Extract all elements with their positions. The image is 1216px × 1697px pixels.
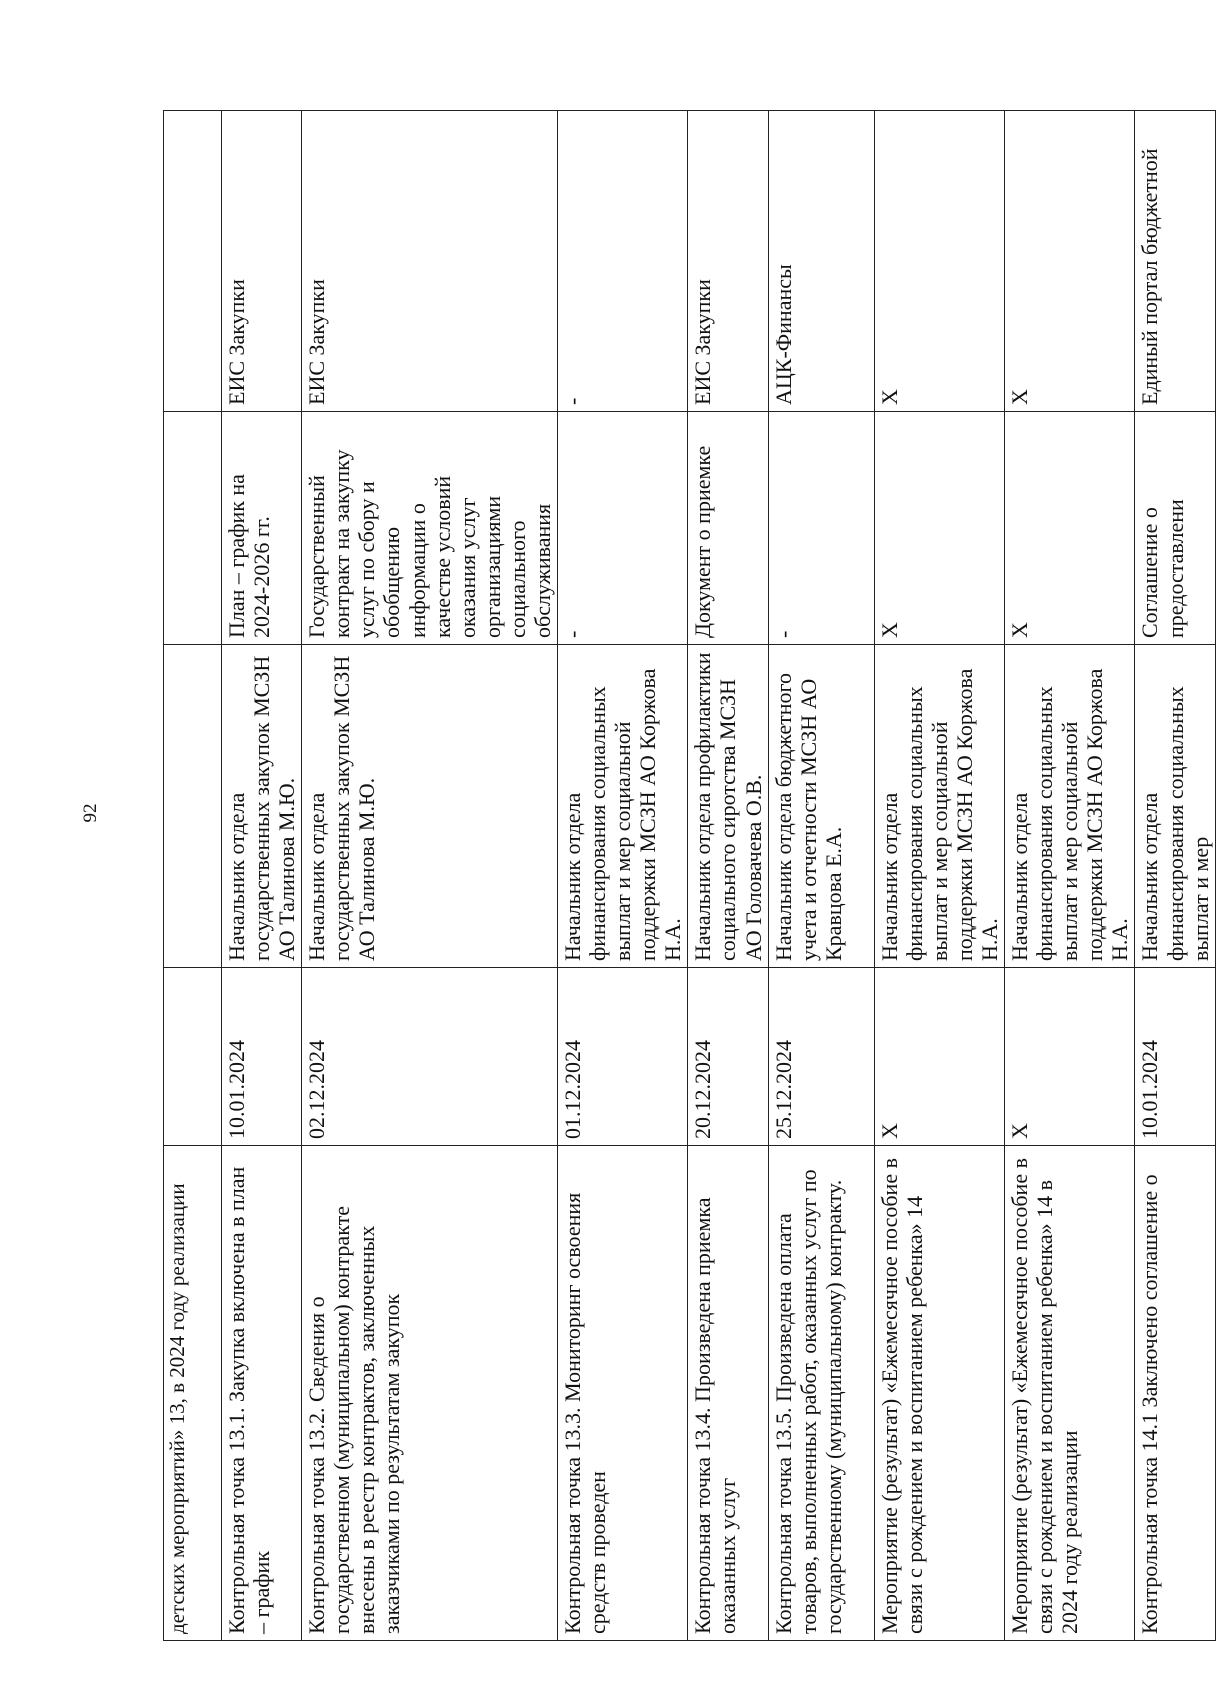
cell-system: ЕИС Закупки xyxy=(302,111,558,412)
cell-name: Мероприятие (результат) «Ежемесячное пособие в связи с рождением и воспитанием ребенка» 14 xyxy=(874,1146,1004,1641)
cell-responsible: Начальник отдела финансирования социальных выплат и мер социальной поддержки МСЗН АО Коржова Н.А. xyxy=(558,645,688,968)
cell-document: - xyxy=(768,412,874,645)
table-row xyxy=(874,111,1004,1641)
cell-date: 10.01.2024 xyxy=(1135,968,1215,1146)
cell-date: 25.12.2024 xyxy=(768,968,874,1146)
cell-responsible: Начальник отдела финансирования социальных выплат и мер xyxy=(1135,645,1215,968)
cell-document: Х xyxy=(874,412,1004,645)
cell-system: АЦК-Финансы xyxy=(768,111,874,412)
rotated-table-container xyxy=(163,111,1213,1641)
cell-system: ЕИС Закупки xyxy=(688,111,768,412)
control-points-table xyxy=(163,110,1216,1641)
cell-name: Контрольная точка 13.1. Закупка включена в план – график xyxy=(222,1146,302,1641)
table-row xyxy=(558,111,688,1641)
cell-date xyxy=(164,968,222,1146)
page-number: 92 xyxy=(80,803,101,823)
cell-name: Контрольная точка 13.5. Произведена оплата товаров, выполненных работ, оказанных услуг по государственному (муниципальному) контракту. xyxy=(768,1146,874,1641)
cell-document: Соглашение о предоставлени xyxy=(1135,412,1215,645)
cell-name: Контрольная точка 13.2. Сведения о государственном (муниципальном) контракте внесены в реестр контрактов, заключенных заказчиками по результатам закупок xyxy=(302,1146,558,1641)
cell-responsible: Начальник отдела бюджетного учета и отчетности МСЗН АО Кравцова Е.А. xyxy=(768,645,874,968)
cell-responsible: Начальник отдела финансирования социальных выплат и мер социальной поддержки МСЗН АО Коржова Н.А. xyxy=(874,645,1004,968)
table-row xyxy=(222,111,302,1641)
cell-document: - xyxy=(558,412,688,645)
cell-system: - xyxy=(558,111,688,412)
cell-system: ЕИС Закупки xyxy=(222,111,302,412)
cell-document: Х xyxy=(1005,412,1135,645)
cell-responsible: Начальник отдела государственных закупок МСЗН АО Талинова М.Ю. xyxy=(222,645,302,968)
table-row xyxy=(1005,111,1135,1641)
cell-document: Государственный контракт на закупку услуг по сбору и обобщению информации о качестве условий оказания услуг организациями социального обслуживания xyxy=(302,412,558,645)
cell-responsible: Начальник отдела профилактики социального сиротства МСЗН АО Головачева О.В. xyxy=(688,645,768,968)
table-row xyxy=(164,111,222,1641)
cell-document xyxy=(164,412,222,645)
table-row xyxy=(1135,111,1215,1641)
table-row xyxy=(768,111,874,1641)
table-row xyxy=(302,111,558,1641)
cell-responsible xyxy=(164,645,222,968)
cell-date: 01.12.2024 xyxy=(558,968,688,1146)
cell-responsible: Начальник отдела финансирования социальных выплат и мер социальной поддержки МСЗН АО Коржова Н.А. xyxy=(1005,645,1135,968)
cell-name: Мероприятие (результат) «Ежемесячное пособие в связи с рождением и воспитанием ребенка» 14 в 2024 году реализации xyxy=(1005,1146,1135,1641)
cell-system: Единый портал бюджетной xyxy=(1135,111,1215,412)
cell-date: 20.12.2024 xyxy=(688,968,768,1146)
cell-date: 10.01.2024 xyxy=(222,968,302,1146)
cell-system xyxy=(164,111,222,412)
cell-name: Контрольная точка 13.3. Мониторинг освоения средств проведен xyxy=(558,1146,688,1641)
cell-responsible: Начальник отдела государственных закупок МСЗН АО Талинова М.Ю. xyxy=(302,645,558,968)
cell-name: Контрольная точка 14.1 Заключено соглашение о xyxy=(1135,1146,1215,1641)
table-row xyxy=(688,111,768,1641)
cell-system: Х xyxy=(874,111,1004,412)
cell-document: Документ о приемке xyxy=(688,412,768,645)
cell-name: детских мероприятий» 13, в 2024 году реализации xyxy=(164,1146,222,1641)
cell-date: 02.12.2024 xyxy=(302,968,558,1146)
cell-document: План – график на 2024-2026 гг. xyxy=(222,412,302,645)
cell-date: Х xyxy=(1005,968,1135,1146)
cell-system: Х xyxy=(1005,111,1135,412)
cell-date: Х xyxy=(874,968,1004,1146)
cell-name: Контрольная точка 13.4. Произведена приемка оказанных услуг xyxy=(688,1146,768,1641)
